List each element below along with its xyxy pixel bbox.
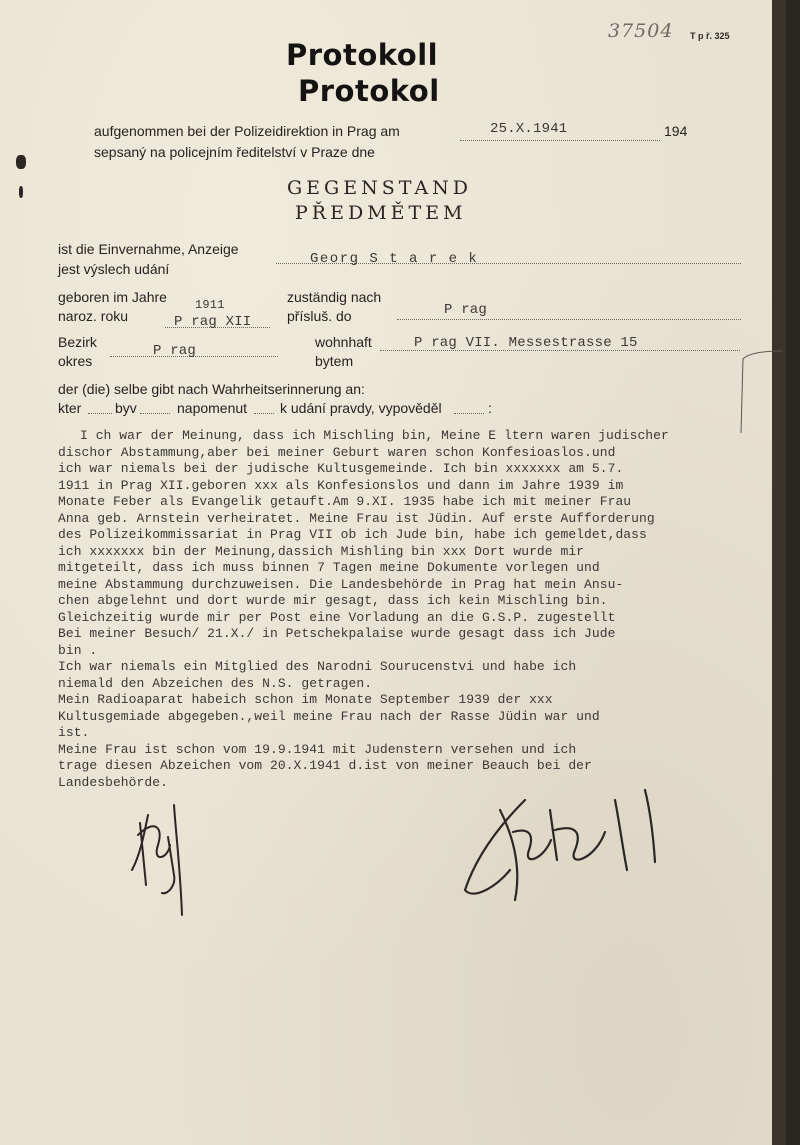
page-edge-shadow: [772, 0, 786, 1145]
statement-line: Bei meiner Besuch/ 21.X./ in Petschekpalaise wurde gesagt dass ich Jude: [58, 626, 616, 641]
statement-line: 1911 in Prag XII.geboren xxx als Konfesionslos und dann im Jahre 1939 im: [58, 477, 624, 493]
signature-official: [118, 775, 198, 925]
subject-name: Georg S t a r e k: [310, 251, 479, 267]
district-label-de: Bezirk: [58, 334, 97, 350]
subject-label-cz: jest výslech udání: [58, 261, 170, 277]
statement-byv: byv: [115, 400, 137, 416]
statement-line: Monate Feber als Evangelik getauft.Am 9.XI. 1935 habe ich mit meiner Frau: [58, 494, 632, 509]
protocol-date: 25.X.1941: [490, 121, 568, 137]
signature-starek: [455, 770, 695, 910]
statement-line: meine Abstammung durchzuweisen. Die Landesbehörde in Prag hat mein Ansu-: [58, 576, 624, 592]
title-czech: Protokol: [298, 74, 440, 108]
statement-line: mitgeteilt, dass ich muss binnen 7 Tagen meine Dokumente vorlegen und: [58, 560, 600, 575]
statement-line: niemald den Abzeichen des N.S. getragen.: [58, 675, 373, 691]
statement-colon: :: [488, 400, 492, 416]
statement-line: ich war niemals bei der judische Kultusgemeinde. Ich bin xxxxxxx am 5.7.: [58, 461, 624, 476]
statement-line: Meine Frau ist schon vom 19.9.1941 mit Judenstern versehen und ich: [58, 741, 577, 757]
statement-rest: k udání pravdy, vypověděl: [280, 400, 442, 416]
birth-label-de: geboren im Jahre: [58, 289, 167, 305]
statement-line: ist.: [58, 725, 90, 740]
punch-hole-mark: [19, 186, 23, 198]
title-german: Protokoll: [286, 38, 439, 72]
statement-line: Mein Radioaparat habeich schon im Monate September 1939 der xxx: [58, 692, 553, 707]
district-value: P rag: [153, 343, 197, 359]
statement-napomenut: napomenut: [177, 400, 248, 416]
statement-line: dischor Abstammung,aber bei meiner Geburt waren schon Konfesioaslos.und: [58, 444, 616, 460]
competent-label-de: zuständig nach: [287, 289, 382, 305]
statement-kter: kter: [58, 400, 82, 416]
statement-line: Ich war niemals ein Mitglied des Narodni Sourucenstvi und habe ich: [58, 659, 577, 674]
residence-value: P rag VII. Messestrasse 15: [414, 335, 638, 351]
year-prefix: 194: [664, 123, 688, 139]
statement-line: Kultusgemiade abgegeben.,weil meine Frau nach der Rasse Jüdin war und: [58, 708, 600, 724]
statement-intro-de: der (die) selbe gibt nach Wahrheitserinnerung an:: [58, 381, 365, 397]
taken-at-label-cz: sepsaný na policejním ředitelství v Praze dne: [94, 144, 375, 160]
margin-bracket-mark: [735, 345, 785, 435]
residence-label-de: wohnhaft: [315, 334, 372, 350]
statement-line: trage diesen Abzeichen vom 20.X.1941 d.ist von meiner Beauch bei der: [58, 758, 592, 773]
form-number: T p ř. 325: [690, 31, 730, 41]
birth-label-cz: naroz. roku: [58, 308, 129, 324]
residence-label-cz: bytem: [315, 353, 354, 369]
statement-line: bin .: [58, 642, 98, 658]
birth-place: P rag XII: [174, 314, 252, 330]
district-label-cz: okres: [58, 353, 93, 369]
subject-heading-de: GEGENSTAND: [287, 177, 472, 199]
birth-year: 1911: [195, 298, 225, 312]
subject-heading-cz: PŘEDMĚTEM: [295, 202, 467, 224]
punch-hole-mark: [16, 155, 26, 169]
statement-line: chen abgelehnt und dort wurde mir gesagt, dass ich kein Mischling bin.: [58, 593, 608, 608]
statement-line: Anna geb. Arnstein verheiratet. Meine Frau ist Jüdin. Auf erste Aufforderung: [58, 510, 655, 526]
statement-line: des Polizeikommissariat in Prag VII ob ich Jude bin, habe ich gemeldet,dass: [58, 527, 647, 542]
subject-label-de: ist die Einvernahme, Anzeige: [58, 241, 239, 257]
competent-label-cz: přísluš. do: [287, 308, 352, 324]
statement-line: I ch war der Meinung, dass ich Mischling bin, Meine E ltern waren judischer: [80, 428, 669, 443]
taken-at-label-de: aufgenommen bei der Polizeidirektion in Prag am: [94, 123, 400, 139]
statement-line: Landesbehörde.: [58, 774, 168, 790]
archive-number: 37504: [608, 20, 674, 42]
statement-line: ich xxxxxxx bin der Meinung,dassich Mishling bin xxx Dort wurde mir: [58, 543, 585, 559]
statement-line: Gleichzeitig wurde mir per Post eine Vorladung an die G.S.P. zugestellt: [58, 609, 616, 625]
competent-value: P rag: [444, 302, 488, 318]
